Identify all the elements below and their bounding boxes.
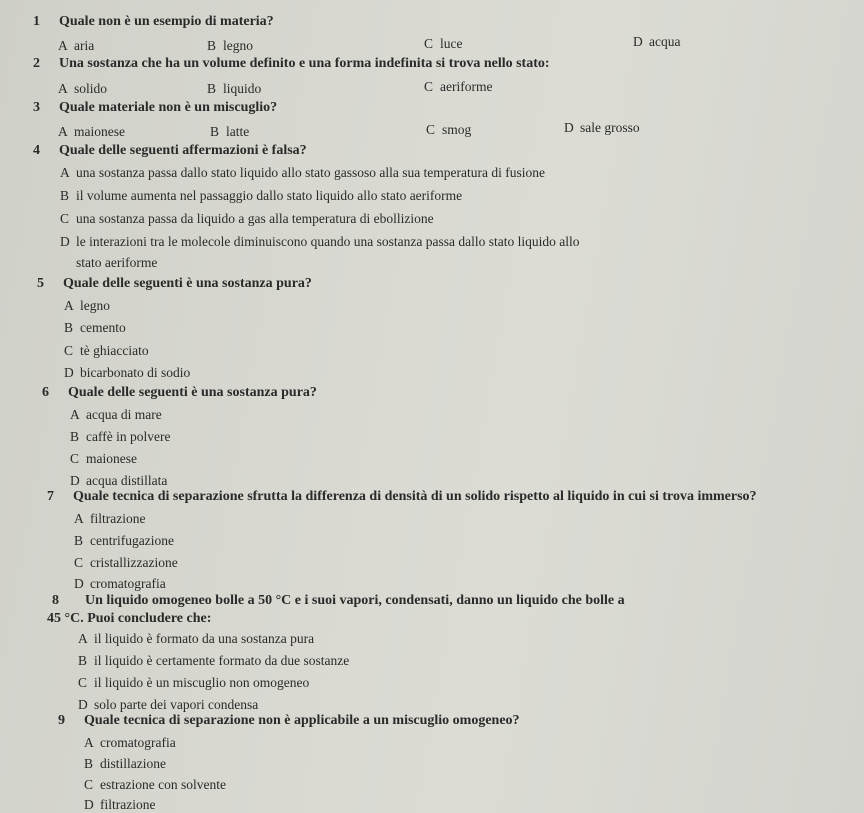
option-9c: [84, 778, 226, 792]
option-text: una sostanza passa dallo stato liquido allo stato gassoso alla sua temperatura di fusione: [76, 165, 546, 180]
question-7: [47, 490, 757, 504]
option-text: cemento: [80, 320, 126, 335]
option-text: caffè in polvere: [86, 429, 171, 444]
option-text: cromatografia: [90, 576, 166, 591]
option-text: maionese: [86, 451, 137, 466]
option-text: solo parte dei vapori condensa: [94, 697, 259, 712]
option-2c: [424, 79, 492, 95]
option-9b: [84, 757, 166, 771]
option-7b: [74, 534, 174, 548]
option-9a: [84, 736, 176, 750]
option-letter: A: [70, 407, 80, 422]
option-6b: [70, 430, 170, 444]
option-text: filtrazione: [100, 797, 156, 812]
question-text: Quale delle seguenti è una sostanza pura?: [68, 385, 317, 400]
option-3a: [58, 124, 125, 140]
option-9d: [84, 798, 155, 812]
option-letter: A: [74, 511, 84, 526]
option-letter: B: [70, 429, 80, 444]
question-6: [42, 386, 317, 400]
option-text: aria: [74, 38, 95, 53]
option-letter: B: [60, 188, 70, 203]
option-letter: C: [74, 555, 84, 570]
option-text: filtrazione: [90, 511, 146, 526]
option-text: aeriforme: [440, 79, 493, 94]
option-letter: A: [64, 298, 74, 313]
question-5: [37, 277, 312, 291]
option-text: sale grosso: [580, 120, 640, 135]
option-text: cromatografia: [100, 735, 176, 750]
option-5d: [64, 366, 190, 380]
option-letter: D: [633, 34, 643, 49]
option-2b: [207, 81, 261, 97]
question-number: 7: [47, 489, 54, 504]
option-letter: B: [74, 533, 84, 548]
option-text: cristallizzazione: [90, 555, 178, 570]
question-number: 4: [33, 143, 40, 158]
option-5c: [64, 344, 149, 358]
option-letter: C: [60, 211, 70, 226]
option-8a: [78, 632, 314, 646]
question-text: Quale tecnica di separazione non è applicabile a un miscuglio omogeneo?: [84, 713, 520, 728]
question-text: Una sostanza che ha un volume definito e una forma indefinita si trova nello stato:: [59, 56, 550, 71]
option-letter: A: [78, 631, 88, 646]
question-text: Un liquido omogeneo bolle a 50 °C e i suoi vapori, condensati, danno un liquido che bolle a: [85, 593, 625, 608]
option-2a: [58, 81, 107, 97]
question-number: 9: [58, 713, 65, 728]
option-text: liquido: [223, 81, 262, 96]
option-7a: [74, 512, 145, 526]
question-number: 8: [52, 593, 59, 608]
option-letter: B: [84, 756, 94, 771]
option-letter: C: [84, 777, 94, 792]
question-number: 1: [33, 14, 40, 29]
option-text: legno: [223, 38, 253, 53]
option-text: maionese: [74, 124, 125, 139]
option-8d: [78, 698, 258, 712]
option-text: stato aeriforme: [76, 255, 158, 270]
option-letter: A: [58, 124, 68, 139]
option-text: luce: [440, 36, 463, 51]
question-8-continuation: [47, 612, 211, 626]
option-letter: A: [60, 165, 70, 180]
option-1c: [424, 36, 463, 52]
option-3b: [210, 124, 249, 140]
option-letter: B: [207, 38, 217, 53]
option-letter: D: [70, 473, 80, 488]
option-letter: C: [64, 343, 74, 358]
option-text: acqua di mare: [86, 407, 162, 422]
option-text: legno: [80, 298, 110, 313]
question-2: [33, 57, 550, 71]
option-text: bicarbonato di sodio: [80, 365, 191, 380]
option-8b: [78, 654, 349, 668]
option-letter: D: [84, 797, 94, 812]
question-text: 45 °C. Puoi concludere che:: [47, 611, 212, 626]
question-text: Quale tecnica di separazione sfrutta la differenza di densità di un solido rispetto al liquido in cui si trova immerso?: [73, 489, 757, 504]
option-letter: D: [564, 120, 574, 135]
option-letter: B: [210, 124, 220, 139]
option-4d-continuation: [76, 256, 157, 270]
option-6d: [70, 474, 167, 488]
option-text: le interazioni tra le molecole diminuiscono quando una sostanza passa dallo stato liquido allo: [76, 234, 580, 249]
question-text: Quale materiale non è un miscuglio?: [59, 100, 278, 115]
option-text: centrifugazione: [90, 533, 174, 548]
option-1b: [207, 38, 253, 54]
option-4a: [60, 166, 545, 180]
option-letter: C: [424, 79, 434, 94]
option-1a: [58, 38, 94, 54]
option-text: acqua distillata: [86, 473, 168, 488]
option-text: solido: [74, 81, 108, 96]
option-letter: C: [70, 451, 80, 466]
option-letter: B: [207, 81, 217, 96]
option-letter: C: [78, 675, 88, 690]
option-letter: A: [58, 38, 68, 53]
option-text: smog: [442, 122, 472, 137]
question-1: [33, 15, 274, 29]
option-letter: D: [74, 576, 84, 591]
option-6c: [70, 452, 137, 466]
option-7d: [74, 577, 166, 591]
option-text: il liquido è un miscuglio non omogeneo: [94, 675, 310, 690]
option-letter: D: [78, 697, 88, 712]
question-9: [58, 714, 520, 728]
question-text: Quale non è un esempio di materia?: [59, 14, 274, 29]
option-5a: [64, 299, 110, 313]
question-text: Quale delle seguenti affermazioni è falsa?: [59, 143, 307, 158]
question-text: Quale delle seguenti è una sostanza pura?: [63, 276, 312, 291]
option-text: distillazione: [100, 756, 166, 771]
option-text: una sostanza passa da liquido a gas alla temperatura di ebollizione: [76, 211, 434, 226]
question-4: [33, 144, 307, 158]
option-8c: [78, 676, 309, 690]
option-7c: [74, 556, 178, 570]
option-3d: [564, 120, 640, 136]
option-4d: [60, 235, 580, 249]
option-6a: [70, 408, 162, 422]
option-letter: B: [78, 653, 88, 668]
question-number: 3: [33, 100, 40, 115]
option-3c: [426, 122, 471, 138]
option-letter: C: [424, 36, 434, 51]
option-text: latte: [226, 124, 250, 139]
option-letter: D: [64, 365, 74, 380]
option-text: tè ghiacciato: [80, 343, 149, 358]
option-text: il liquido è certamente formato da due sostanze: [94, 653, 350, 668]
option-letter: A: [58, 81, 68, 96]
option-text: il volume aumenta nel passaggio dallo stato liquido allo stato aeriforme: [76, 188, 463, 203]
option-letter: C: [426, 122, 436, 137]
option-4c: [60, 212, 434, 226]
question-3: [33, 101, 277, 115]
option-4b: [60, 189, 462, 203]
option-1d: [633, 34, 680, 50]
question-number: 6: [42, 385, 49, 400]
option-text: il liquido è formato da una sostanza pura: [94, 631, 315, 646]
question-number: 5: [37, 276, 44, 291]
option-letter: D: [60, 234, 70, 249]
option-5b: [64, 321, 126, 335]
option-letter: B: [64, 320, 74, 335]
option-text: acqua: [649, 34, 681, 49]
option-letter: A: [84, 735, 94, 750]
option-text: estrazione con solvente: [100, 777, 226, 792]
question-8: [52, 594, 625, 608]
question-number: 2: [33, 56, 40, 71]
